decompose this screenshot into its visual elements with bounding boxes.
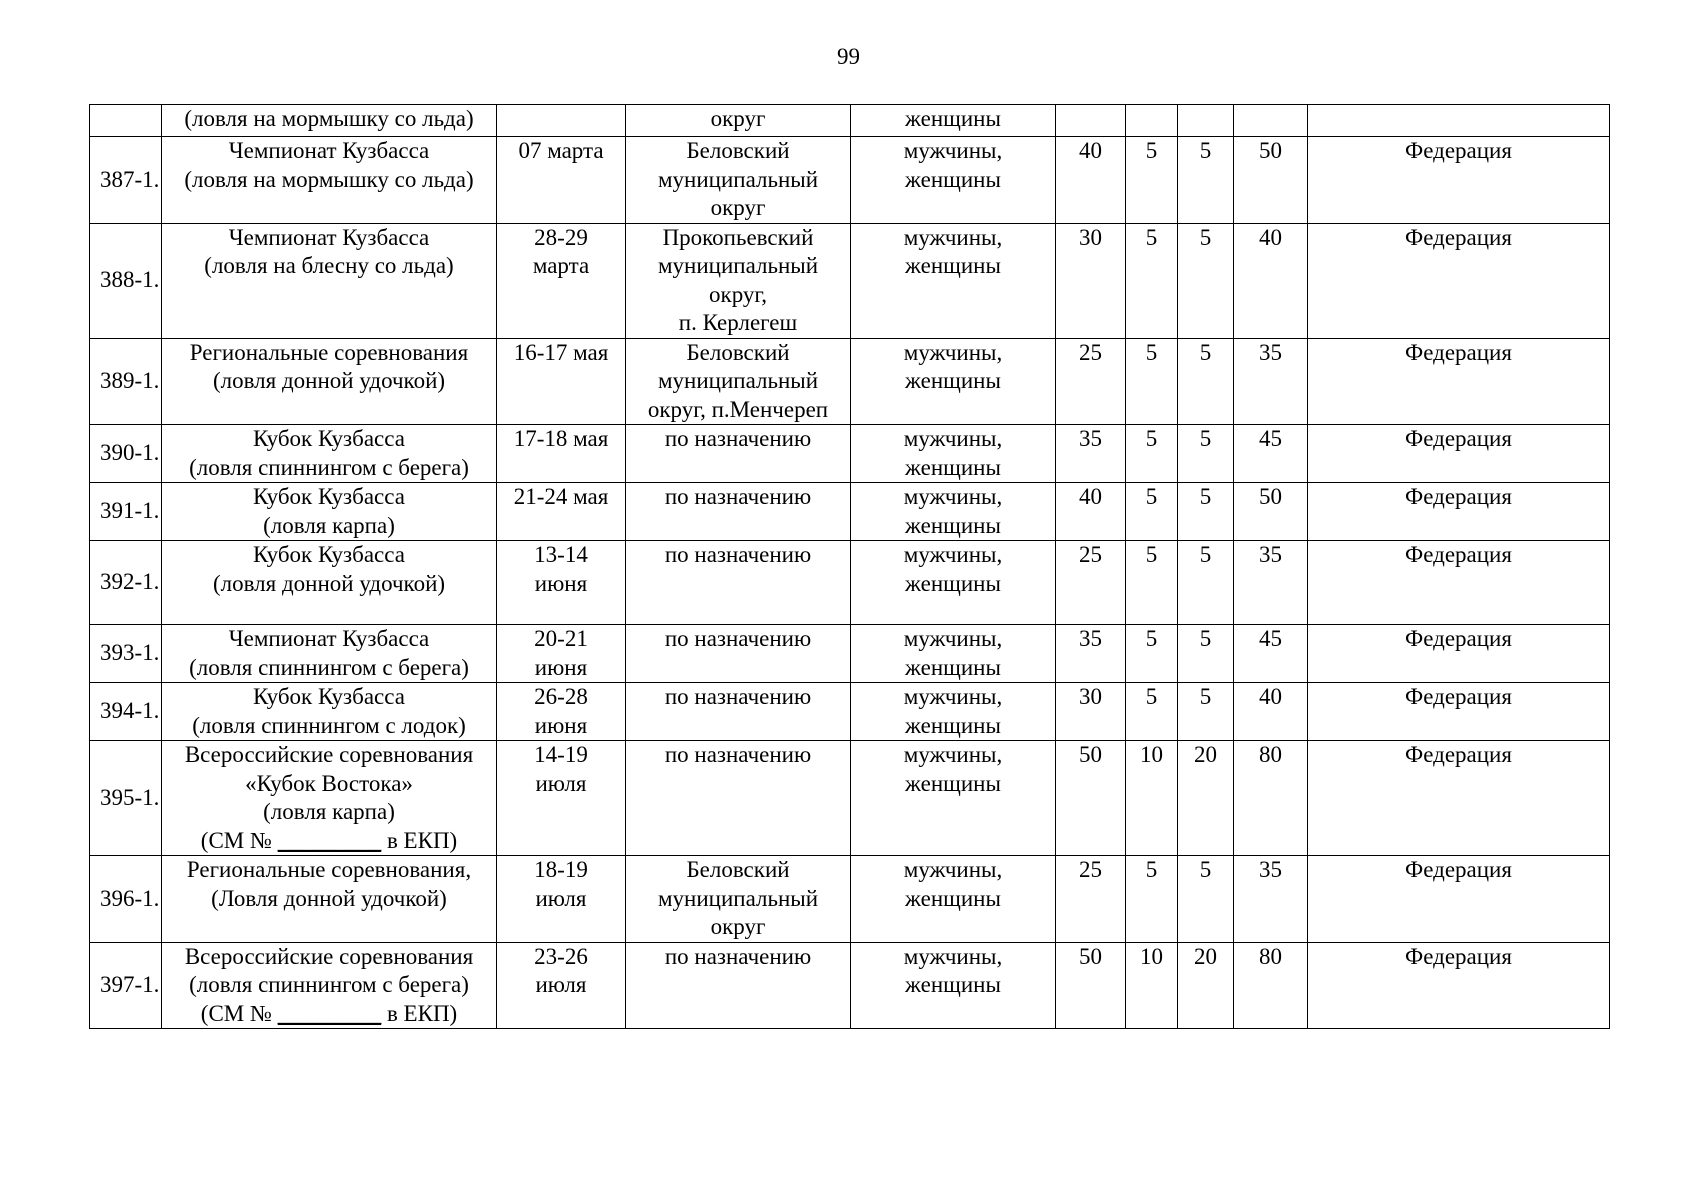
- count-col-1: 40: [1079, 484, 1102, 509]
- date-line: июля: [535, 770, 587, 796]
- event-name-line: (ловля донной удочкой): [212, 570, 446, 596]
- venue-cell: [626, 338, 851, 425]
- organizer-cell: [1308, 741, 1610, 856]
- count-col-3-cell: [1178, 223, 1234, 338]
- organizer: Федерация: [1405, 684, 1512, 709]
- total-cell: [1234, 338, 1308, 425]
- date-line: июля: [535, 972, 587, 997]
- venue-cell: [626, 483, 851, 541]
- count-col-2-cell: [1126, 942, 1178, 1029]
- count-col-1: 50: [1079, 742, 1102, 767]
- count-col-2: 10: [1140, 742, 1163, 767]
- row-number: 393-1.: [100, 640, 160, 666]
- date-cell: [497, 942, 626, 1029]
- event-name-line: (ловля спиннингом с берега): [189, 454, 469, 480]
- event-name-cell: [162, 625, 497, 683]
- participants-cell: [851, 625, 1056, 683]
- count-col-3-cell: [1178, 683, 1234, 741]
- venue-cell: [626, 425, 851, 483]
- participants-cell: [851, 425, 1056, 483]
- participants-cell: [851, 338, 1056, 425]
- table-row: [90, 541, 1610, 625]
- row-number-cell: [90, 541, 162, 625]
- total-cell: [1234, 625, 1308, 683]
- row-number: 391-1.: [100, 498, 160, 524]
- event-name-line: Региональные соревнования: [189, 339, 469, 365]
- event-name-line: Кубок Кузбасса: [253, 684, 405, 709]
- row-number: 390-1.: [100, 440, 160, 466]
- count-col-3: 5: [1199, 684, 1212, 709]
- event-name-cell: [162, 856, 497, 943]
- table-row: [90, 625, 1610, 683]
- event-name-line: (ловля на блесну со льда): [204, 253, 454, 278]
- organizer-cell: [1308, 483, 1610, 541]
- participants-line: мужчины,: [903, 138, 1003, 163]
- total-count: 40: [1259, 224, 1282, 250]
- date-line: марта: [532, 253, 590, 278]
- total-cell: [1234, 942, 1308, 1029]
- count-col-3-cell: [1178, 942, 1234, 1029]
- participants-cell: [851, 942, 1056, 1029]
- row-number: 397-1.: [100, 972, 160, 997]
- count-col-1-cell: [1056, 541, 1126, 625]
- total-count: 50: [1259, 138, 1282, 163]
- count-col-3: 5: [1199, 339, 1212, 365]
- event-name-line: Кубок Кузбасса: [253, 426, 405, 451]
- participants-line: женщины: [905, 885, 1001, 911]
- event-name-line: Всероссийские соревнования: [184, 742, 474, 767]
- row-number: 392-1.: [100, 569, 160, 595]
- date-line: 28-29: [534, 224, 588, 250]
- date-line: июня: [534, 570, 588, 596]
- page-number: 99: [837, 44, 860, 69]
- total-cell: [1234, 137, 1308, 224]
- event-name-cell: [162, 741, 497, 856]
- total-count: 35: [1259, 542, 1282, 567]
- count-col-1-cell: [1056, 942, 1126, 1029]
- count-col-2-cell: [1126, 856, 1178, 943]
- organizer: Федерация: [1405, 224, 1512, 250]
- count-col-3: 5: [1199, 484, 1212, 509]
- row-number-cell: [90, 137, 162, 224]
- count-col-3-cell: [1178, 425, 1234, 483]
- count-col-3: 5: [1199, 138, 1212, 163]
- date-cell: [497, 541, 626, 625]
- ekp-reference-line: [165, 1000, 493, 1029]
- venue-line: по назначению: [664, 542, 812, 567]
- count-col-2-cell: [1126, 683, 1178, 741]
- count-col-1-cell: [1056, 105, 1126, 137]
- date-cell: [497, 483, 626, 541]
- venue-line: округ, п.Менчереп: [647, 396, 829, 422]
- table-row: [90, 425, 1610, 483]
- total-cell: [1234, 105, 1308, 137]
- venue-line: по назначению: [664, 943, 812, 969]
- row-number-cell: [90, 338, 162, 425]
- count-col-2-cell: [1126, 223, 1178, 338]
- total-count: 45: [1259, 426, 1282, 451]
- date-cell: [497, 338, 626, 425]
- participants-cell: [851, 105, 1056, 137]
- count-col-1-cell: [1056, 625, 1126, 683]
- row-number-cell: [90, 683, 162, 741]
- participants-line: мужчины,: [903, 742, 1003, 767]
- organizer-cell: [1308, 541, 1610, 625]
- venue-cell: [626, 856, 851, 943]
- total-cell: [1234, 425, 1308, 483]
- count-col-3-cell: [1178, 105, 1234, 137]
- row-number: 396-1.: [100, 885, 160, 911]
- participants-line: мужчины,: [903, 857, 1003, 882]
- table-row: [90, 338, 1610, 425]
- table-row: [90, 105, 1610, 137]
- row-number-cell: [90, 105, 162, 137]
- ekp-suffix: в ЕКП): [381, 1000, 458, 1026]
- organizer: Федерация: [1405, 426, 1512, 451]
- event-name-line: (ловля карпа): [263, 799, 395, 824]
- venue-line: п. Керлегеш: [678, 310, 798, 335]
- participants-line: мужчины,: [903, 224, 1003, 250]
- participants-line: женщины: [905, 972, 1001, 997]
- table-row: [90, 137, 1610, 224]
- count-col-3-cell: [1178, 856, 1234, 943]
- participants-line: женщины: [905, 712, 1001, 738]
- table-row: [90, 856, 1610, 943]
- participants-line: мужчины,: [903, 542, 1003, 567]
- count-col-3-cell: [1178, 541, 1234, 625]
- row-number-cell: [90, 741, 162, 856]
- total-cell: [1234, 541, 1308, 625]
- total-cell: [1234, 856, 1308, 943]
- row-number-cell: [90, 483, 162, 541]
- count-col-2: 5: [1145, 339, 1158, 365]
- event-name-cell: [162, 541, 497, 625]
- event-name-line: (ловля на мормышку со льда): [184, 166, 474, 192]
- row-number-cell: [90, 425, 162, 483]
- ekp-prefix: (СМ №: [200, 1000, 278, 1026]
- total-count: 80: [1259, 742, 1282, 767]
- date-line: 14-19: [534, 742, 588, 767]
- count-col-2-cell: [1126, 483, 1178, 541]
- date-line: 16-17 мая: [513, 339, 609, 365]
- date-line: 18-19: [534, 857, 588, 882]
- total-count: 35: [1259, 857, 1282, 882]
- count-col-2-cell: [1126, 625, 1178, 683]
- venue-cell: [626, 683, 851, 741]
- row-number: 388-1.: [100, 267, 160, 293]
- organizer-cell: [1308, 105, 1610, 137]
- row-number: 395-1.: [100, 784, 160, 810]
- date-line: 07 марта: [518, 138, 604, 163]
- count-col-2: 5: [1145, 626, 1158, 651]
- venue-line: по назначению: [664, 742, 812, 767]
- participants-line: мужчины,: [903, 426, 1003, 451]
- venue-cell: [626, 105, 851, 137]
- date-line: 23-26: [534, 943, 588, 969]
- total-count: 80: [1259, 943, 1282, 969]
- date-cell: [497, 105, 626, 137]
- count-col-2: 5: [1145, 484, 1158, 509]
- count-col-2-cell: [1126, 338, 1178, 425]
- event-name-cell: [162, 683, 497, 741]
- count-col-1: 30: [1079, 684, 1102, 709]
- participants-line: мужчины,: [903, 943, 1003, 969]
- organizer-cell: [1308, 223, 1610, 338]
- venue-line: по назначению: [664, 484, 812, 509]
- organizer: Федерация: [1405, 943, 1512, 969]
- participants-line: мужчины,: [903, 339, 1003, 365]
- date-line: 26-28: [534, 684, 588, 709]
- count-col-2-cell: [1126, 425, 1178, 483]
- date-line: июня: [534, 712, 588, 738]
- date-cell: [497, 137, 626, 224]
- organizer: Федерация: [1405, 857, 1512, 882]
- total-cell: [1234, 223, 1308, 338]
- participants-line: женщины: [905, 654, 1001, 680]
- event-name-cell: [162, 483, 497, 541]
- count-col-1-cell: [1056, 856, 1126, 943]
- organizer: Федерация: [1405, 138, 1512, 163]
- date-cell: [497, 223, 626, 338]
- table-row: [90, 741, 1610, 856]
- venue-cell: [626, 137, 851, 224]
- count-col-2-cell: [1126, 137, 1178, 224]
- events-table: [89, 104, 1610, 1029]
- event-name-line: «Кубок Востока»: [245, 770, 413, 796]
- venue-cell: [626, 223, 851, 338]
- date-cell: [497, 683, 626, 741]
- count-col-1: 25: [1079, 857, 1102, 882]
- count-col-3: 20: [1194, 742, 1217, 767]
- event-name-cell: [162, 223, 497, 338]
- participants-line: женщины: [905, 454, 1001, 480]
- count-col-1: 30: [1079, 224, 1102, 250]
- event-name-line: (ловля донной удочкой): [212, 368, 446, 393]
- count-col-3: 5: [1199, 542, 1212, 567]
- count-col-2: 10: [1140, 943, 1163, 969]
- row-number-cell: [90, 223, 162, 338]
- date-line: 20-21: [534, 626, 588, 651]
- event-name-line: (ловля спиннингом с берега): [189, 972, 469, 997]
- organizer: Федерация: [1405, 542, 1512, 567]
- participants-cell: [851, 541, 1056, 625]
- venue-cell: [626, 541, 851, 625]
- total-count: 40: [1259, 684, 1282, 709]
- event-name-line: (ловля спиннингом с берега): [189, 654, 469, 680]
- participants-cell: [851, 683, 1056, 741]
- count-col-3-cell: [1178, 338, 1234, 425]
- event-name-cell: [162, 338, 497, 425]
- count-col-1: 25: [1079, 339, 1102, 365]
- count-col-3-cell: [1178, 137, 1234, 224]
- participants-line: женщины: [905, 368, 1001, 393]
- total-count: 45: [1259, 626, 1282, 651]
- date-line: июня: [534, 654, 588, 680]
- count-col-3: 5: [1199, 626, 1212, 651]
- venue-line: муниципальный: [657, 368, 819, 393]
- venue-line: округ,: [709, 281, 767, 307]
- table-row: [90, 683, 1610, 741]
- count-col-1-cell: [1056, 338, 1126, 425]
- ekp-number-blank: _________: [277, 827, 382, 853]
- event-name-line: (Ловля донной удочкой): [211, 885, 447, 911]
- event-name-cell: [162, 425, 497, 483]
- table-row: [90, 223, 1610, 338]
- venue-line: муниципальный: [657, 885, 819, 911]
- participants-line: женщины: [905, 166, 1001, 192]
- count-col-2: 5: [1145, 224, 1158, 250]
- organizer-cell: [1308, 338, 1610, 425]
- organizer: Федерация: [1405, 742, 1512, 767]
- count-col-1-cell: [1056, 483, 1126, 541]
- count-col-3: 5: [1199, 857, 1212, 882]
- participants-line: женщины: [905, 253, 1001, 278]
- participants-cell: [851, 741, 1056, 856]
- organizer-cell: [1308, 942, 1610, 1029]
- venue-line: Беловский: [686, 857, 790, 882]
- ekp-number-blank: _________: [277, 1000, 382, 1026]
- event-name-line: Чемпионат Кузбасса: [228, 626, 430, 651]
- event-name-cell: [162, 137, 497, 224]
- count-col-2-cell: [1126, 105, 1178, 137]
- participants-line: мужчины,: [903, 484, 1003, 509]
- count-col-2: 5: [1145, 426, 1158, 451]
- organizer-cell: [1308, 683, 1610, 741]
- count-col-3: 5: [1199, 426, 1212, 451]
- participants-cell: [851, 223, 1056, 338]
- row-number-cell: [90, 625, 162, 683]
- count-col-2: 5: [1145, 542, 1158, 567]
- ekp-reference-line: [165, 827, 493, 856]
- table-row: [90, 942, 1610, 1029]
- venue-line: муниципальный: [657, 166, 819, 192]
- participants-line: мужчины,: [903, 684, 1003, 709]
- count-col-3-cell: [1178, 741, 1234, 856]
- event-name-line: (ловля на мормышку со льда): [184, 106, 474, 131]
- count-col-1-cell: [1056, 223, 1126, 338]
- date-line: 17-18 мая: [513, 426, 609, 451]
- row-number: 387-1.: [100, 166, 160, 192]
- organizer: Федерация: [1405, 339, 1512, 365]
- row-number-cell: [90, 942, 162, 1029]
- ekp-suffix: в ЕКП): [381, 827, 458, 853]
- date-line: 21-24 мая: [513, 484, 609, 509]
- date-line: июля: [535, 885, 587, 911]
- date-cell: [497, 625, 626, 683]
- participants-cell: [851, 483, 1056, 541]
- venue-line: Беловский: [686, 138, 790, 163]
- count-col-1: 50: [1079, 943, 1102, 969]
- count-col-2-cell: [1126, 541, 1178, 625]
- organizer-cell: [1308, 856, 1610, 943]
- count-col-2-cell: [1126, 741, 1178, 856]
- count-col-1: 40: [1079, 138, 1102, 163]
- organizer: Федерация: [1405, 626, 1512, 651]
- count-col-1-cell: [1056, 137, 1126, 224]
- event-name-line: Региональные соревнования,: [186, 857, 472, 882]
- event-name-line: Всероссийские соревнования: [184, 943, 474, 969]
- organizer-cell: [1308, 137, 1610, 224]
- total-cell: [1234, 483, 1308, 541]
- participants-line: женщины: [905, 770, 1001, 796]
- event-name-line: Кубок Кузбасса: [253, 484, 405, 509]
- row-number: 389-1.: [100, 368, 160, 393]
- venue-cell: [626, 942, 851, 1029]
- table-body: [90, 105, 1610, 1029]
- venue-cell: [626, 741, 851, 856]
- participants-cell: [851, 137, 1056, 224]
- date-line: 13-14: [534, 542, 588, 567]
- count-col-1: 35: [1079, 626, 1102, 651]
- ekp-prefix: (СМ №: [200, 827, 278, 853]
- count-col-3: 20: [1194, 943, 1217, 969]
- total-cell: [1234, 741, 1308, 856]
- count-col-1-cell: [1056, 683, 1126, 741]
- event-name-cell: [162, 105, 497, 137]
- event-name-line: (ловля карпа): [263, 512, 395, 538]
- venue-line: муниципальный: [657, 253, 819, 278]
- participants-cell: [851, 856, 1056, 943]
- total-count: 50: [1259, 484, 1282, 509]
- venue-line: округ: [710, 914, 766, 939]
- total-count: 35: [1259, 339, 1282, 365]
- date-cell: [497, 856, 626, 943]
- event-name-line: Чемпионат Кузбасса: [228, 138, 430, 163]
- row-number: 394-1.: [100, 698, 160, 724]
- count-col-2: 5: [1145, 857, 1158, 882]
- participants-line: женщины: [905, 106, 1001, 131]
- venue-line: округ: [710, 106, 766, 131]
- venue-cell: [626, 625, 851, 683]
- date-cell: [497, 425, 626, 483]
- organizer-cell: [1308, 425, 1610, 483]
- venue-line: по назначению: [664, 684, 812, 709]
- table-row: [90, 483, 1610, 541]
- event-name-line: Кубок Кузбасса: [253, 542, 405, 567]
- count-col-1-cell: [1056, 741, 1126, 856]
- count-col-3: 5: [1199, 224, 1212, 250]
- event-name-line: Чемпионат Кузбасса: [228, 224, 430, 250]
- count-col-1-cell: [1056, 425, 1126, 483]
- venue-line: по назначению: [664, 626, 812, 651]
- participants-line: женщины: [905, 570, 1001, 596]
- venue-line: Прокопьевский: [662, 224, 814, 250]
- count-col-1: 35: [1079, 426, 1102, 451]
- organizer: Федерация: [1405, 484, 1512, 509]
- venue-line: Беловский: [686, 339, 790, 365]
- event-name-cell: [162, 942, 497, 1029]
- date-cell: [497, 741, 626, 856]
- venue-line: округ: [710, 195, 766, 220]
- count-col-1: 25: [1079, 542, 1102, 567]
- count-col-3-cell: [1178, 483, 1234, 541]
- total-cell: [1234, 683, 1308, 741]
- participants-line: мужчины,: [903, 626, 1003, 651]
- row-number-cell: [90, 856, 162, 943]
- organizer-cell: [1308, 625, 1610, 683]
- event-name-line: (ловля спиннингом с лодок): [192, 712, 466, 738]
- count-col-2: 5: [1145, 684, 1158, 709]
- venue-line: по назначению: [664, 426, 812, 451]
- participants-line: женщины: [905, 512, 1001, 538]
- count-col-3-cell: [1178, 625, 1234, 683]
- count-col-2: 5: [1145, 138, 1158, 163]
